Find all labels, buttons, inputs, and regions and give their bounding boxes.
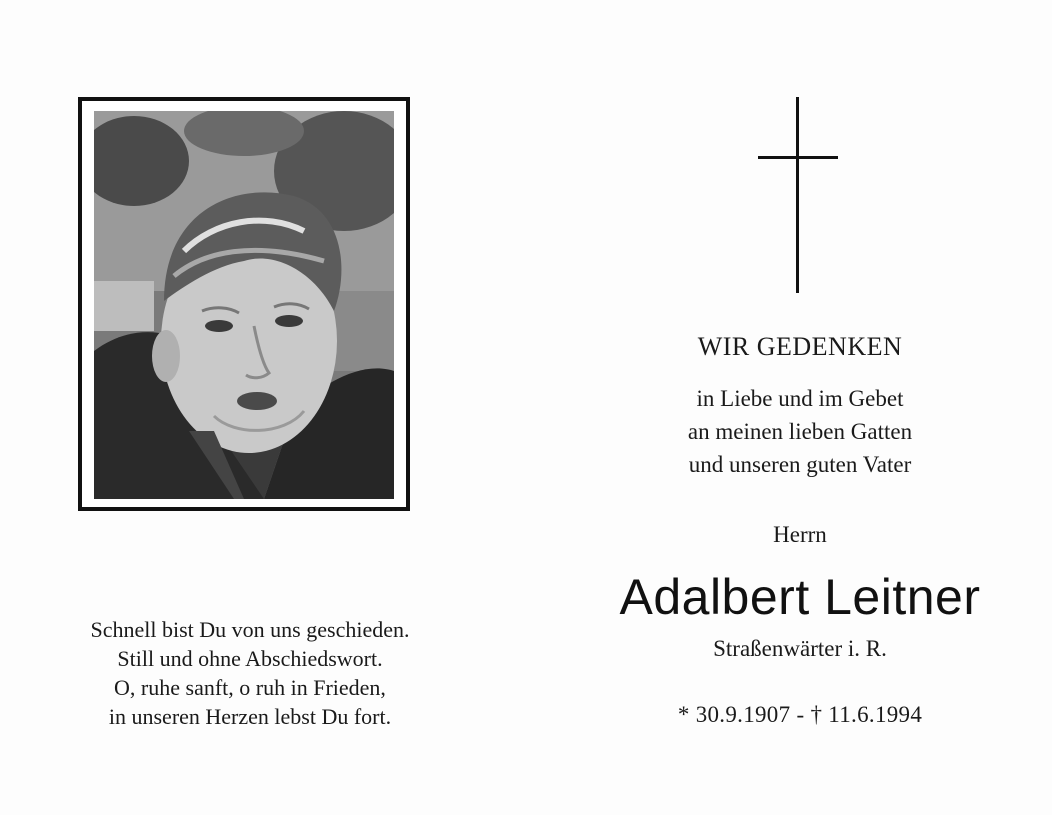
verse-line: Schnell bist Du von uns geschieden. [90,617,410,642]
intro-line: in Liebe und im Gebet [696,386,904,411]
verse-line: Still und ohne Abschiedswort. [117,646,383,671]
memorial-intro [600,382,1000,481]
verse-line: O, ruhe sanft, o ruh in Frieden, [114,675,386,700]
portrait-photo [94,111,394,499]
occupation: Straßenwärter i. R. [713,636,887,661]
salutation: Herrn [773,522,827,547]
latin-cross-icon [758,97,838,293]
verse-line: in unseren Herzen lebst Du fort. [108,704,392,729]
intro-line: und unseren guten Vater [688,452,912,477]
portrait-frame [78,97,410,511]
intro-line: an meinen lieben Gatten [687,419,913,444]
life-dates: * 30.9.1907 - † 11.6.1994 [677,702,923,727]
deceased-name: Adalbert Leitner [619,569,981,625]
memorial-heading: WIR GEDENKEN [697,332,903,361]
memorial-verse [40,615,460,731]
